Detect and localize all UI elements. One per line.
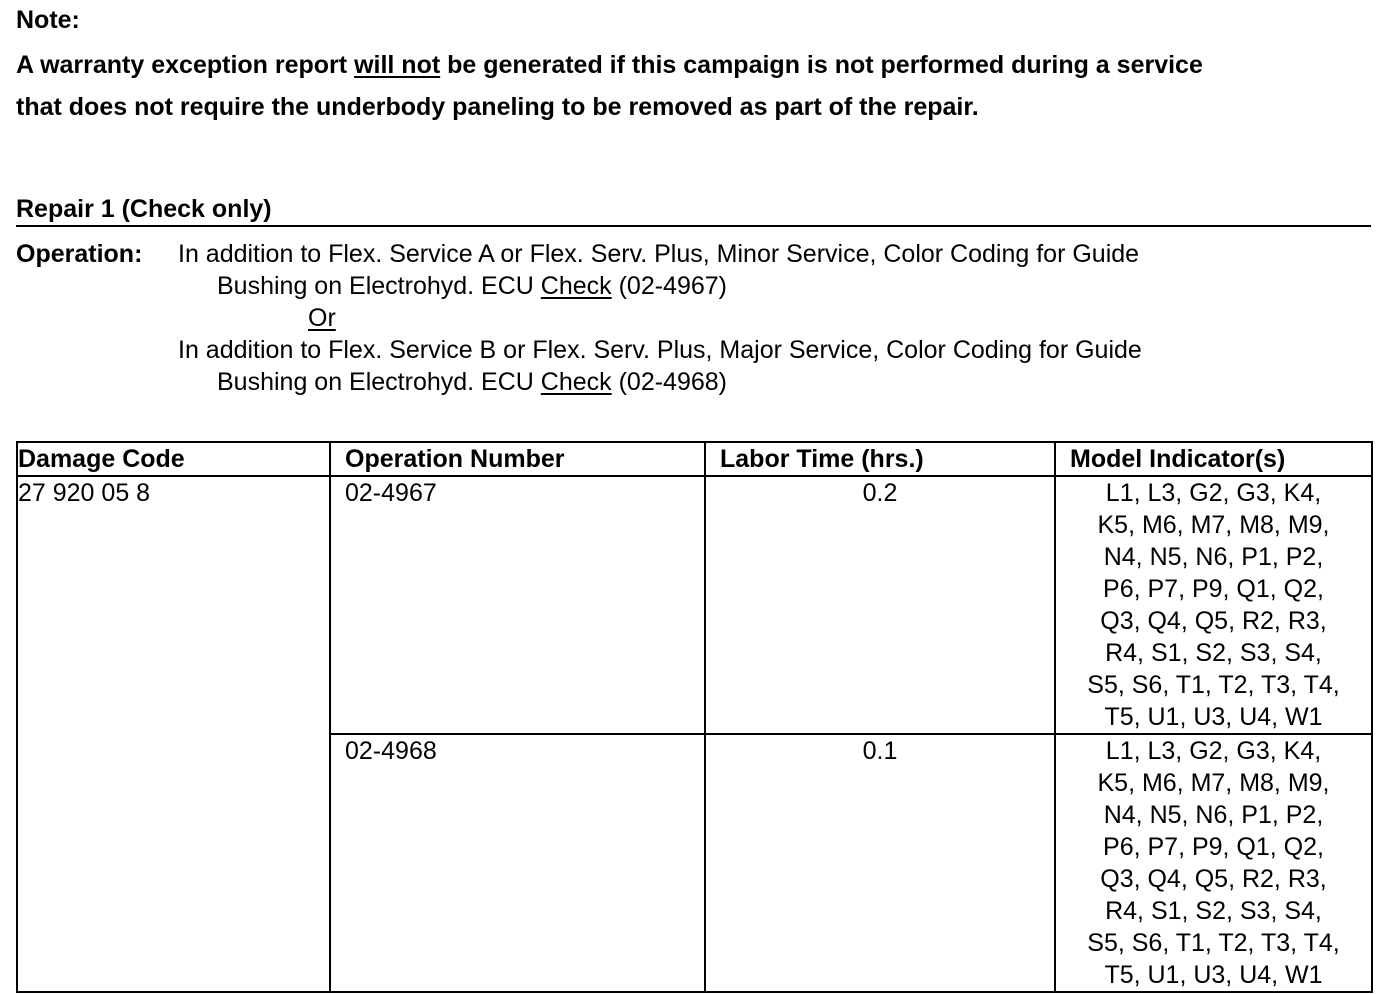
repair-heading: Repair 1 (Check only): [16, 194, 1371, 227]
model-line: R4, S1, S2, S3, S4,: [1105, 639, 1322, 667]
note-text-line1-end: be generated if this campaign is not performed during a service: [440, 51, 1203, 79]
model-line: Q3, Q4, Q5, R2, R3,: [1100, 607, 1327, 635]
operation-1-line-1: In addition to Flex. Service A or Flex. Serv. Plus, Minor Service, Color Coding for Guide: [178, 240, 1140, 268]
damage-code-cell: 27 920 05 8: [17, 476, 330, 992]
header-labor-time: Labor Time (hrs.): [705, 442, 1055, 476]
operation-1-line-2: [217, 270, 727, 302]
model-indicators-cell: [1055, 476, 1372, 734]
note-text-line2: that does not require the underbody paneling to be removed as part of the repair.: [16, 93, 979, 121]
model-line: P6, P7, P9, Q1, Q2,: [1103, 575, 1324, 603]
note-text: [16, 44, 1376, 128]
note-text-start: A warranty exception report: [16, 51, 355, 79]
model-line: K5, M6, M7, M8, M9,: [1097, 511, 1330, 539]
operation-number-cell: 02-4968: [330, 734, 705, 992]
operation-1-prefix: Bushing on Electrohyd. ECU: [217, 272, 541, 300]
header-operation-number: Operation Number: [330, 442, 705, 476]
model-line: L1, L3, G2, G3, K4,: [1105, 479, 1322, 507]
note-emphasis: will not: [354, 51, 441, 79]
operation-1-check: Check: [540, 272, 612, 300]
note-title: Note:: [16, 6, 80, 34]
operation-2-prefix: Bushing on Electrohyd. ECU: [217, 368, 541, 396]
table-row: [17, 476, 1372, 734]
model-line: S5, S6, T1, T2, T3, T4,: [1087, 929, 1340, 957]
operation-2-line-2: [217, 366, 727, 398]
header-damage-code: Damage Code: [17, 442, 330, 476]
model-line: L1, L3, G2, G3, K4,: [1105, 737, 1322, 765]
model-line: N4, N5, N6, P1, P2,: [1103, 543, 1324, 571]
operation-number-cell: 02-4967: [330, 476, 705, 734]
header-model-indicators: Model Indicator(s): [1055, 442, 1372, 476]
model-line: Q3, Q4, Q5, R2, R3,: [1100, 865, 1327, 893]
model-line: P6, P7, P9, Q1, Q2,: [1103, 833, 1324, 861]
operation-label: Operation:: [16, 240, 143, 268]
model-line: T5, U1, U3, U4, W1: [1104, 703, 1323, 731]
model-line: R4, S1, S2, S3, S4,: [1105, 897, 1322, 925]
operation-or: Or: [308, 304, 336, 332]
model-indicators-cell: [1055, 734, 1372, 992]
model-line: T5, U1, U3, U4, W1: [1104, 961, 1323, 989]
operation-2-code: (02-4968): [611, 368, 728, 396]
model-line: S5, S6, T1, T2, T3, T4,: [1087, 671, 1340, 699]
labor-time-cell: 0.1: [705, 734, 1055, 992]
model-line: K5, M6, M7, M8, M9,: [1097, 769, 1330, 797]
operation-2-line-1: In addition to Flex. Service B or Flex. Serv. Plus, Major Service, Color Coding for Guide: [178, 336, 1142, 364]
table-header-row: [17, 442, 1372, 476]
model-line: N4, N5, N6, P1, P2,: [1103, 801, 1324, 829]
labor-table: [16, 441, 1373, 993]
operation-2-check: Check: [540, 368, 612, 396]
operation-1-code: (02-4967): [611, 272, 728, 300]
labor-time-cell: 0.2: [705, 476, 1055, 734]
